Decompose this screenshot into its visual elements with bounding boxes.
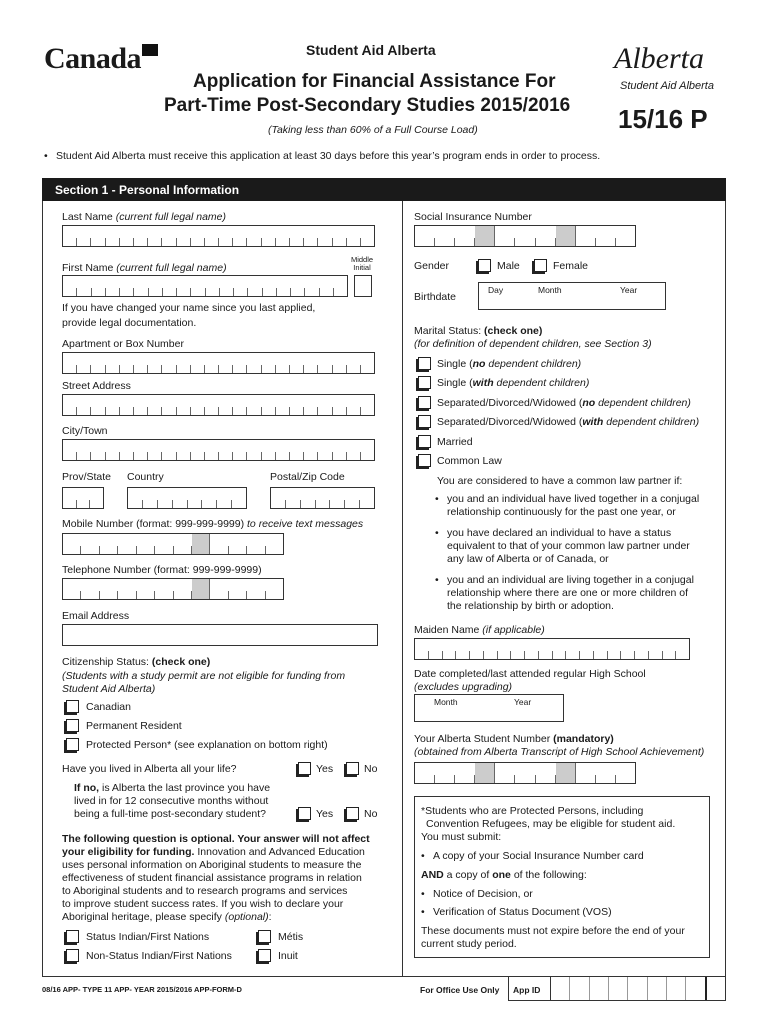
alberta-logo-sub: Student Aid Alberta: [620, 80, 714, 92]
non-status-checkbox[interactable]: [66, 949, 79, 962]
birthdate-day-label: Day: [488, 285, 504, 295]
separated-no-dep-checkbox[interactable]: [418, 396, 431, 409]
lived-no-label: No: [364, 763, 378, 775]
canada-flag-icon: [142, 44, 158, 56]
metis-label: Métis: [278, 931, 304, 943]
last-name-field[interactable]: [62, 225, 375, 247]
asn-hint: (obtained from Alberta Transcript of High School Achievement): [414, 746, 705, 758]
apartment-label: Apartment or Box Number: [62, 338, 184, 350]
birthdate-month-label: Month: [538, 285, 562, 295]
apartment-field[interactable]: [62, 352, 375, 374]
hs-month-label: Month: [434, 697, 458, 707]
protected-person-label: Protected Person* (see explanation on bottom right): [86, 739, 328, 751]
form-title-line1: Application for Financial Assistance For: [193, 71, 556, 92]
postal-field[interactable]: [270, 487, 375, 509]
single-no-dep-label: Single (no dependent children): [437, 358, 582, 370]
common-law-label: Common Law: [437, 455, 502, 467]
canada-wordmark: Canada: [44, 42, 142, 75]
app-id-box: [508, 977, 726, 1001]
asn-field[interactable]: [414, 762, 636, 784]
telephone-field[interactable]: [62, 578, 284, 600]
status-indian-label: Status Indian/First Nations: [86, 931, 210, 943]
lived-no-checkbox[interactable]: [346, 762, 359, 775]
single-with-dep-label: Single (with dependent children): [437, 377, 590, 389]
common-law-criteria-1: • you and an individual have lived together in a conjugal relationship continuously for the past one year, or: [447, 493, 699, 519]
country-field[interactable]: [127, 487, 247, 509]
street-label: Street Address: [62, 380, 131, 392]
postal-label: Postal/Zip Code: [270, 471, 345, 483]
female-label: Female: [553, 260, 589, 272]
prov-label: Prov/State: [62, 471, 112, 483]
protected-person-checkbox[interactable]: [66, 738, 79, 751]
gender-label: Gender: [414, 260, 450, 272]
last-province-question: If no, is Alberta the last province you have lived in for 12 consecutive months without being a full-time post-secondary student?: [74, 782, 271, 820]
inuit-label: Inuit: [278, 950, 298, 962]
street-field[interactable]: [62, 394, 375, 416]
canadian-label: Canadian: [86, 701, 131, 713]
notice: • Student Aid Alberta must receive this application at least 30 days before this year’s program ends in order to process.: [56, 150, 600, 163]
office-use-label: For Office Use Only: [420, 985, 500, 995]
birthdate-label: Birthdate: [414, 291, 457, 303]
mobile-label: Mobile Number (format: 999-999-9999) to receive text messages: [62, 518, 364, 530]
pp-vos-item: • Verification of Status Document (VOS): [433, 906, 612, 919]
citizenship-label: Citizenship Status: (check one): [62, 656, 211, 668]
agency-name: Student Aid Alberta: [306, 42, 436, 58]
last-prov-yes-checkbox[interactable]: [298, 807, 311, 820]
city-field[interactable]: [62, 439, 375, 461]
form-title-line2: Part-Time Post-Secondary Studies 2015/2016: [164, 95, 571, 116]
lived-yes-label: Yes: [316, 763, 334, 775]
asn-label: Your Alberta Student Number (mandatory): [414, 733, 614, 745]
last-prov-yes-label: Yes: [316, 808, 334, 820]
pp-and-line: AND a copy of one of the following:: [421, 869, 587, 881]
male-checkbox[interactable]: [478, 259, 491, 272]
common-law-checkbox[interactable]: [418, 454, 431, 467]
footer-form-code: 08/16 APP- TYPE 11 APP- YEAR 2015/2016 APP-FORM-D: [42, 985, 242, 994]
common-law-criteria-2: • you have declared an individual to have a status equivalent to that of your common law partner under any law of Alberta or of Canada, or: [447, 527, 690, 566]
canadian-checkbox[interactable]: [66, 700, 79, 713]
pp-sin-item: • A copy of your Social Insurance Number card: [433, 850, 644, 863]
first-name-label: First Name (current full legal name): [62, 262, 227, 274]
high-school-label: Date completed/last attended regular High School (excludes upgrading): [414, 668, 646, 693]
last-prov-no-checkbox[interactable]: [346, 807, 359, 820]
common-law-intro: You are considered to have a common law partner if:: [437, 475, 683, 487]
married-label: Married: [437, 436, 473, 448]
metis-checkbox[interactable]: [258, 930, 271, 943]
lived-yes-checkbox[interactable]: [298, 762, 311, 775]
app-id-label: App ID: [513, 985, 541, 995]
marital-label: Marital Status: (check one): [414, 325, 543, 337]
section-divider: [402, 201, 403, 977]
inuit-checkbox[interactable]: [258, 949, 271, 962]
female-checkbox[interactable]: [534, 259, 547, 272]
pp-notice-item: • Notice of Decision, or: [433, 888, 533, 901]
first-name-field[interactable]: [62, 275, 348, 297]
non-status-label: Non-Status Indian/First Nations: [86, 950, 232, 962]
sin-field[interactable]: [414, 225, 636, 247]
aboriginal-paragraph: The following question is optional. Your answer will not affect your eligibility for funding. Innovation and Advanced Education uses personal information on Aboriginal students to measure the effectiveness of student financial assistance programs in relation to Aboriginal students and to research programs and services to improve student success rates. If you wish to declare your Aboriginal heritage, please specify (optional):: [62, 833, 370, 923]
last-prov-no-label: No: [364, 808, 378, 820]
maiden-name-field[interactable]: [414, 638, 690, 660]
status-indian-checkbox[interactable]: [66, 930, 79, 943]
mobile-field[interactable]: [62, 533, 284, 555]
single-no-dep-checkbox[interactable]: [418, 357, 431, 370]
city-label: City/Town: [62, 425, 108, 437]
separated-with-dep-checkbox[interactable]: [418, 415, 431, 428]
birthdate-year-label: Year: [620, 285, 638, 295]
hs-year-label: Year: [514, 697, 532, 707]
protected-person-note: *Students who are Protected Persons, including Convention Refugees, may be eligible for student aid. You must submit:: [421, 805, 676, 843]
separated-with-dep-label: Separated/Divorced/Widowed (with dependent children): [437, 416, 700, 428]
marital-hint: (for definition of dependent children, see Section 3): [414, 338, 652, 350]
name-change-note: If you have changed your name since you last applied, provide legal documentation.: [62, 302, 316, 329]
middle-initial-field[interactable]: [354, 275, 372, 297]
telephone-label: Telephone Number (format: 999-999-9999): [62, 564, 262, 576]
lived-alberta-question: Have you lived in Alberta all your life?: [62, 763, 237, 775]
prov-field[interactable]: [62, 487, 104, 509]
permanent-resident-checkbox[interactable]: [66, 719, 79, 732]
separated-no-dep-label: Separated/Divorced/Widowed (no dependent children): [437, 397, 691, 409]
birthdate-field[interactable]: [478, 282, 666, 310]
email-label: Email Address: [62, 610, 130, 622]
email-field[interactable]: [62, 624, 378, 646]
single-with-dep-checkbox[interactable]: [418, 376, 431, 389]
section-title: Section 1 - Personal Information: [55, 183, 240, 197]
middle-initial-label: Middle Initial: [350, 255, 374, 272]
male-label: Male: [497, 260, 520, 272]
sin-label: Social Insurance Number: [414, 211, 532, 223]
maiden-name-label: Maiden Name (if applicable): [414, 624, 545, 636]
married-checkbox[interactable]: [418, 435, 431, 448]
alberta-logo: Alberta: [614, 42, 704, 75]
citizenship-hint: (Students with a study permit are not eligible for funding from Student Aid Alberta): [62, 670, 346, 695]
form-code: 15/16 P: [618, 104, 708, 134]
last-name-label: Last Name (current full legal name): [62, 211, 226, 223]
country-label: Country: [127, 471, 164, 483]
pp-expiry-note: These documents must not expire before the end of your current study period.: [421, 925, 685, 950]
form-subtitle: (Taking less than 60% of a Full Course Load): [268, 124, 478, 136]
permanent-resident-label: Permanent Resident: [86, 720, 182, 732]
common-law-criteria-3: • you and an individual are living together in a conjugal relationship where there are one or more children of the relationship by birth or adoption.: [447, 574, 694, 613]
